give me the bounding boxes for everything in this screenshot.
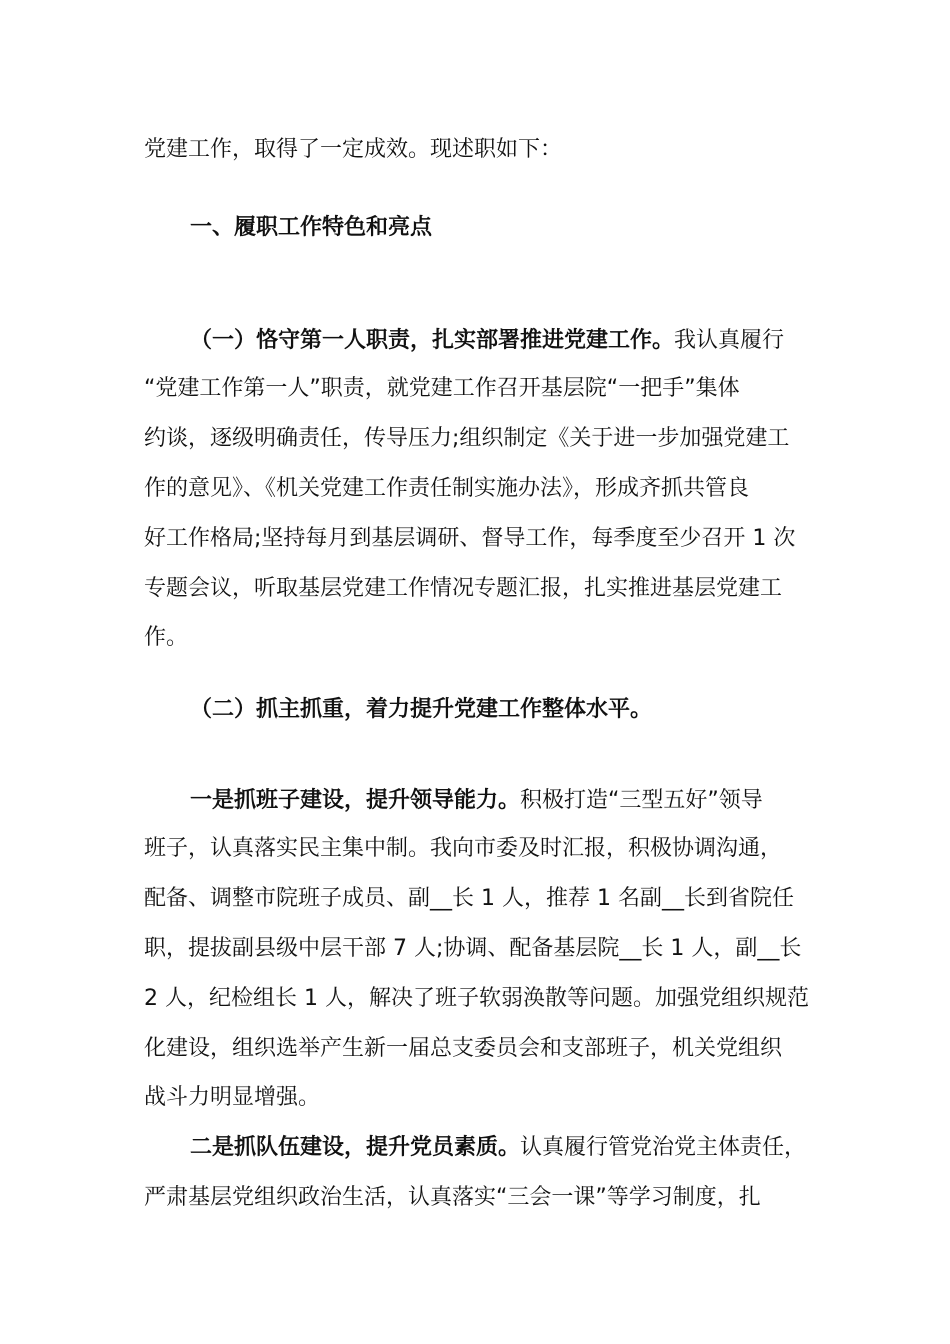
paragraph-1-line: 作的意见》、《机关党建工作责任制实施办法》，形成齐抓共管良 <box>144 476 750 501</box>
paragraph-3-lead: 一是抓班子建设，提升领导能力。 <box>190 788 521 813</box>
paragraph-4-line-1 <box>190 1133 830 1163</box>
paragraph-1-line: “党建工作第一人”职责，就党建工作召开基层院“一把手”集体 <box>144 376 740 401</box>
paragraph-3-first-text: 积极打造“三型五好”领导 <box>520 788 763 813</box>
paragraph-3-line: 配备、调整市院班子成员、副__长 1 人，推荐 1 名副__长到省院任 <box>144 886 794 911</box>
paragraph-1-line: 约谈，逐级明确责任，传导压力;组织制定《关于进一步加强党建工 <box>144 426 790 451</box>
paragraph-1-line: 好工作格局;坚持每月到基层调研、督导工作，每季度至少召开 1 次 <box>144 526 796 551</box>
paragraph-3-line: 职，提拔副县级中层干部 7 人;协调、配备基层院__长 1 人，副__长 <box>144 936 802 961</box>
paragraph-1-line: 作。 <box>144 625 189 650</box>
subsection-heading-text: （二）抓主抓重，着力提升党建工作整体水平。 <box>190 697 653 722</box>
paragraph-4-first-text: 认真履行管党治党主体责任， <box>520 1135 807 1160</box>
paragraph-4-line: 严肃基层党组织政治生活，认真落实“三会一课”等学习制度，扎 <box>144 1185 761 1210</box>
paragraph-3-line: 化建设，组织选举产生新一届总支委员会和支部班子，机关党组织 <box>144 1036 783 1061</box>
paragraph-3-line: 战斗力明显增强。 <box>144 1085 321 1110</box>
section-heading <box>190 213 830 243</box>
paragraph-4-lead: 二是抓队伍建设，提升党员素质。 <box>190 1135 521 1160</box>
paragraph-1-line: 专题会议，听取基层党建工作情况专题汇报，扎实推进基层党建工 <box>144 576 783 601</box>
paragraph-3-line: 2 人，纪检组长 1 人，解决了班子软弱涣散等问题。加强党组织规范 <box>144 986 809 1011</box>
paragraph-1-lead: （一）恪守第一人职责，扎实部署推进党建工作。 <box>190 328 675 353</box>
paragraph-3-line-1 <box>190 786 830 816</box>
intro-line: 党建工作，取得了一定成效。现述职如下： <box>144 137 563 162</box>
subsection-heading <box>190 695 830 725</box>
paragraph-1-first-text: 我认真履行 <box>674 328 785 353</box>
paragraph-3-line: 班子，认真落实民主集中制。我向市委及时汇报，积极协调沟通， <box>144 836 783 861</box>
paragraph-1-line-1 <box>190 326 830 356</box>
section-heading-text: 一、履职工作特色和亮点 <box>190 215 433 240</box>
